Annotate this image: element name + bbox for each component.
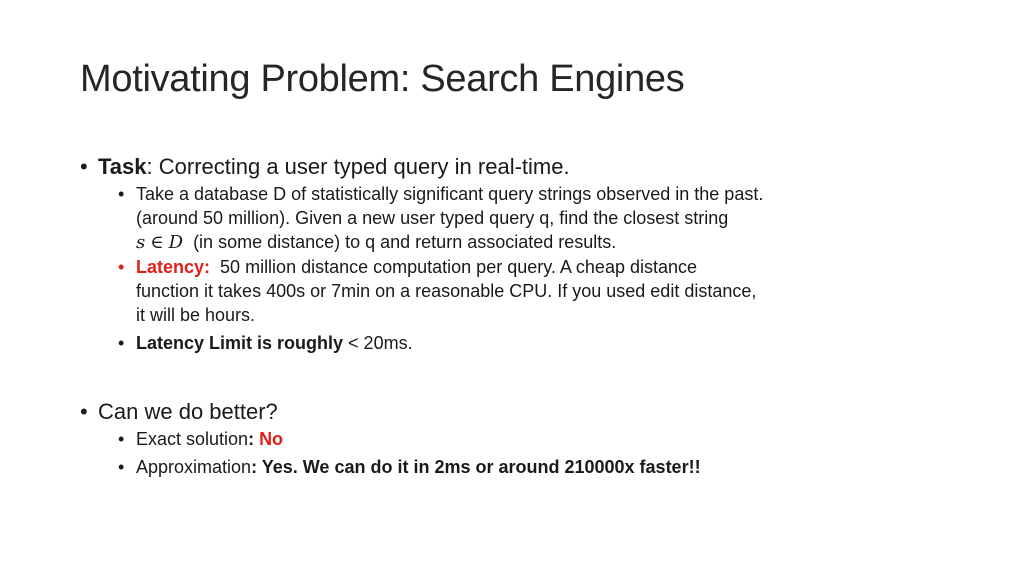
task-label: Task [98, 154, 147, 179]
bullet-dot: • [80, 154, 88, 179]
sub-bullet-exact [118, 427, 960, 451]
bullet-dot-red: • [118, 257, 125, 277]
bullet-dot: • [118, 457, 125, 477]
approx-label: Approximation [136, 457, 252, 477]
bullet-dot: • [118, 184, 125, 204]
bullet-dot: • [80, 399, 88, 424]
slide-body [80, 152, 960, 479]
latency-label: Latency: [136, 257, 211, 277]
database-line-3-text: (in some distance) to q and return associated results. [193, 232, 617, 252]
sub-bullet-approximation [118, 455, 960, 479]
math-D: D [168, 232, 184, 253]
database-line-1: Take a database D of statistically significant query strings observed in the past. [136, 184, 764, 204]
database-line-2: (around 50 million). Given a new user typed query q, find the closest string [136, 208, 729, 228]
math-s: s [136, 232, 146, 253]
task-text: : Correcting a user typed query in real-time. [146, 154, 570, 179]
exact-colon: : [248, 429, 260, 449]
bullet-dot: • [118, 429, 125, 449]
slide-title: Motivating Problem: Search Engines [80, 58, 685, 100]
latency-line-3: it will be hours. [136, 305, 256, 325]
latency-limit-text: < 20ms. [343, 333, 413, 353]
sub-bullet-latency [118, 255, 960, 327]
latency-line-1: 50 million distance computation per query. A cheap distance [220, 257, 698, 277]
database-line-3 [136, 230, 960, 255]
exact-answer: No [259, 429, 284, 449]
bullet-dot: • [118, 333, 125, 353]
bullet-can-we-do-better [80, 397, 960, 427]
math-element-of: ∈ [150, 232, 164, 253]
latency-limit-label: Latency Limit is roughly [136, 333, 344, 353]
approx-answer: : Yes. We can do it in 2ms or around 210000x faster!! [251, 457, 701, 477]
bullet-task [80, 152, 960, 182]
sub-bullet-latency-limit [118, 331, 960, 355]
latency-line-2: function it takes 400s or 7min on a reasonable CPU. If you used edit distance, [136, 281, 757, 301]
sub-bullet-database [118, 182, 960, 255]
better-text: Can we do better? [98, 399, 278, 424]
exact-label: Exact solution [136, 429, 249, 449]
